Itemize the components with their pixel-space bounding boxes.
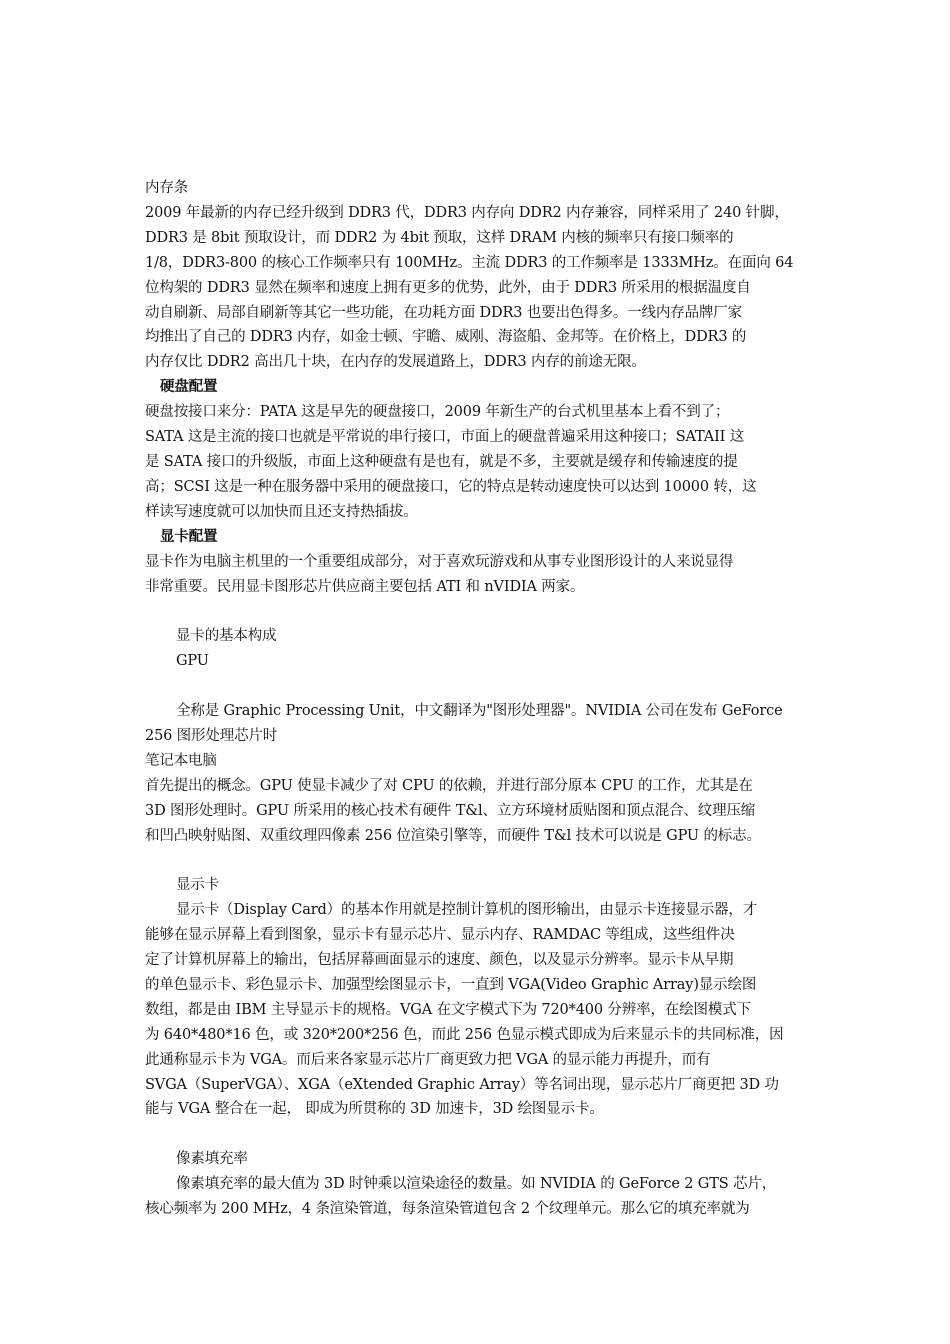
paragraph-line: 动自刷新、局部自刷新等其它一些功能，在功耗方面 DDR3 也要出色得多。一线内存品牌厂家: [145, 304, 743, 321]
paragraph-line: SVGA（SuperVGA）、XGA（eXtended Graphic Array）等名词出现，显示芯片厂商更把 3D 功: [145, 1076, 779, 1093]
paragraph-line: DDR3 是 8bit 预取设计，而 DDR2 为 4bit 预取，这样 DRAM 内核的频率只有接口频率的: [145, 229, 734, 246]
paragraph-line: 和凹凸映射贴图、双重纹理四像素 256 位渲染引擎等，而硬件 T&l 技术可以说是 GPU 的标志。: [145, 827, 761, 844]
paragraph-line: 像素填充率的最大值为 3D 时钟乘以渲染途径的数量。如 NVIDIA 的 GeForce 2 GTS 芯片，: [176, 1176, 777, 1193]
subsection-title-pixel-fill-rate: 像素填充率: [176, 1151, 248, 1168]
section-title-memory: 内存条: [145, 180, 189, 196]
paragraph-line: 3D 图形处理时。GPU 所采用的核心技术有硬件 T&l、立方环境材质贴图和顶点混合、纹理压缩: [145, 802, 756, 819]
paragraph-line: SATA 这是主流的接口也就是平常说的串行接口，市面上的硬盘普遍采用这种接口；SATAII 这: [145, 429, 745, 446]
paragraph-line: 是 SATA 接口的升级版，市面上这种硬盘有是也有，就是不多，主要就是缓存和传输速度的提: [145, 453, 738, 470]
paragraph-line: 256 图形处理芯片时: [145, 727, 278, 744]
paragraph-line: 能够在显示屏幕上看到图象，显示卡有显示芯片、显示内存、RAMDAC 等组成，这些组件决: [145, 927, 735, 944]
section-heading-graphics-card: 显卡配置: [160, 527, 218, 545]
paragraph-line: 显示卡（Display Card）的基本作用就是控制计算机的图形输出，由显示卡连接显示器，才: [176, 902, 758, 919]
blank-line: [145, 1122, 807, 1147]
paragraph-line: 显卡作为电脑主机里的一个重要组成部分，对于喜欢玩游戏和从事专业图形设计的人来说显得: [145, 553, 734, 570]
blank-line: [145, 599, 807, 624]
blank-line: [145, 674, 807, 699]
paragraph-line: 位构架的 DDR3 显然在频率和速度上拥有更多的优势，此外，由于 DDR3 所采用的根据温度自: [145, 279, 751, 296]
paragraph-line: 样读写速度就可以加快而且还支持热插拔。: [145, 503, 418, 520]
paragraph-line: 为 640*480*16 色，或 320*200*256 色，而此 256 色显示模式即成为后来显示卡的共同标准，因: [145, 1026, 784, 1043]
paragraph-line: 2009 年最新的内存已经升级到 DDR3 代，DDR3 内存向 DDR2 内存兼容，同样采用了 240 针脚，: [145, 204, 789, 221]
paragraph-line: 全称是 Graphic Processing Unit，中文翻译为"图形处理器"。NVIDIA 公司在发布 GeForce: [176, 703, 783, 719]
paragraph-line: 1/8，DDR3-800 的核心工作频率只有 100MHz。主流 DDR3 的工作频率是 1333MHz。在面向 64: [145, 254, 794, 271]
paragraph-line: 此通称显示卡为 VGA。而后来各家显示芯片厂商更致力把 VGA 的显示能力再提升，而有: [145, 1051, 711, 1068]
subsection-title-basic-structure: 显卡的基本构成: [176, 628, 277, 645]
document-page: [145, 176, 807, 1222]
paragraph-line: 硬盘按接口来分：PATA 这是早先的硬盘接口，2009 年新生产的台式机里基本上看不到了；: [145, 404, 730, 421]
paragraph-line: 内存仅比 DDR2 高出几十块，在内存的发展道路上，DDR3 内存的前途无限。: [145, 354, 646, 371]
paragraph-line: 首先提出的概念。GPU 使显卡减少了对 CPU 的依赖，并进行部分原本 CPU 的工作，尤其是在: [145, 777, 753, 794]
paragraph-line: 非常重要。民用显卡图形芯片供应商主要包括 ATI 和 nVIDIA 两家。: [145, 578, 585, 595]
paragraph-line: 核心频率为 200 MHz，4 条渲染管道，每条渲染管道包含 2 个纹理单元。那么它的填充率就为: [145, 1201, 750, 1218]
paragraph-line: 定了计算机屏幕上的输出，包括屏幕画面显示的速度、颜色，以及显示分辨率。显示卡从早期: [145, 952, 734, 969]
subsection-title-gpu: GPU: [176, 653, 209, 670]
section-heading-hard-disk: 硬盘配置: [160, 378, 218, 396]
paragraph-line: 均推出了自己的 DDR3 内存，如金士顿、宇瞻、威刚、海盗船、金邦等。在价格上，DDR3 的: [145, 329, 747, 346]
paragraph-line: 能与 VGA 整合在一起， 即成为所贯称的 3D 加速卡，3D 绘图显示卡。: [145, 1101, 604, 1118]
blank-line: [145, 848, 807, 873]
paragraph-line: 高；SCSI 这是一种在服务器中采用的硬盘接口，它的特点是转动速度快可以达到 10000 转，这: [145, 478, 757, 495]
paragraph-line: 数组，都是由 IBM 主导显示卡的规格。VGA 在文字模式下为 720*400 分辨率，在绘图模式下: [145, 1001, 751, 1018]
paragraph-line: 笔记本电脑: [145, 752, 217, 769]
subsection-title-display-card: 显示卡: [176, 877, 220, 894]
paragraph-line: 的单色显示卡、彩色显示卡、加强型绘图显示卡，一直到 VGA(Video Graphic Array)显示绘图: [145, 976, 757, 993]
